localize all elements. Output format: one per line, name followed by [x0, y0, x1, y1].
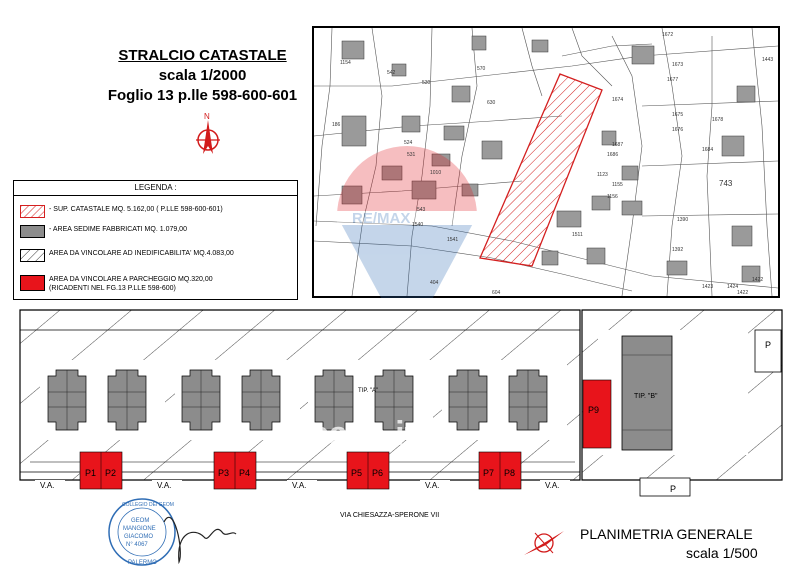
parking-box-top: [755, 330, 781, 372]
svg-text:1675: 1675: [672, 112, 684, 118]
gray-swatch: [20, 225, 45, 238]
svg-text:1673: 1673: [672, 62, 684, 68]
svg-text:1390: 1390: [677, 217, 689, 223]
svg-text:543: 543: [417, 207, 426, 213]
svg-text:1156: 1156: [607, 194, 618, 200]
footer-scale: scala 1/500: [686, 545, 758, 561]
svg-text:1687: 1687: [612, 142, 624, 148]
svg-text:N° 4067: N° 4067: [126, 542, 148, 548]
footer-title: PLANIMETRIA GENERALE: [580, 526, 753, 542]
svg-text:1392: 1392: [672, 247, 684, 253]
svg-text:P8: P8: [504, 468, 516, 478]
title-line1: STRALCIO CATASTALE: [118, 47, 287, 64]
svg-text:1541: 1541: [447, 237, 459, 243]
svg-text:MANGIONE: MANGIONE: [123, 526, 156, 532]
svg-text:GEOM: GEOM: [131, 518, 150, 524]
legend-item-parcheggio: [20, 275, 213, 293]
svg-text:1422: 1422: [737, 290, 749, 296]
title-scale: scala 1/2000: [158, 67, 247, 84]
svg-text:V.A.: V.A.: [157, 481, 172, 490]
red-swatch: [20, 275, 45, 291]
svg-text:530: 530: [422, 80, 431, 86]
parking-box-bottom: [640, 478, 690, 496]
svg-text:V.A.: V.A.: [292, 481, 307, 490]
professional-stamp: [104, 492, 244, 572]
legend-box: [13, 180, 298, 300]
svg-text:P3: P3: [218, 468, 230, 478]
svg-text:V.A.: V.A.: [425, 481, 440, 490]
svg-text:1423: 1423: [702, 284, 714, 290]
red-hatch-swatch: [20, 205, 45, 218]
svg-text:1676: 1676: [672, 127, 684, 133]
svg-text:1511: 1511: [572, 232, 583, 238]
svg-text:PALERMO: PALERMO: [128, 560, 157, 566]
hatch-swatch: [20, 249, 45, 262]
svg-text:P9: P9: [588, 405, 600, 415]
svg-text:524: 524: [404, 140, 413, 146]
casa-watermark: casa.it: [310, 415, 416, 453]
svg-text:P6: P6: [372, 468, 384, 478]
svg-text:186: 186: [332, 122, 341, 128]
svg-text:1010: 1010: [430, 170, 442, 176]
svg-text:604: 604: [492, 290, 501, 296]
stamp-text-top: COLLEGIO DEI GEOM: [122, 502, 174, 508]
legend-text-parcheggio: AREA DA VINCOLARE A PARCHEGGIO MQ.320,00: [49, 276, 213, 283]
svg-text:P5: P5: [351, 468, 363, 478]
legend-text-inedificabile: AREA DA VINCOLARE AD INEDIFICABILITA' MQ.4.083,00: [49, 250, 234, 257]
svg-text:1123: 1123: [597, 172, 608, 178]
svg-text:1155: 1155: [612, 182, 623, 188]
legend-item-inedificabile: [20, 249, 234, 262]
legend-text-buildings: - AREA SEDIME FABBRICATI MQ. 1.079,00: [49, 226, 187, 233]
north-arrow-bottom-icon: [520, 527, 568, 559]
p-label-top: P: [765, 340, 772, 350]
svg-text:P1: P1: [85, 468, 97, 478]
svg-text:743: 743: [719, 179, 733, 188]
title-block: [95, 46, 310, 106]
cadastral-map: [312, 26, 780, 298]
legend-text-parcel: - SUP. CATASTALE MQ. 5.162,00 ( P.LLE 598-600-601): [49, 206, 223, 213]
svg-text:1154: 1154: [340, 60, 351, 66]
svg-text:1672: 1672: [662, 32, 674, 38]
svg-text:630: 630: [487, 100, 496, 106]
svg-text:1443: 1443: [762, 57, 774, 63]
street-label: VIA CHIESAZZA-SPERONE VII: [340, 512, 440, 519]
legend-text-parcheggio-note: (RICADENTI NEL FG.13 P.LLE 598-600): [49, 285, 176, 292]
svg-text:P2: P2: [105, 468, 117, 478]
svg-text:404: 404: [430, 280, 439, 286]
svg-text:1422: 1422: [752, 277, 764, 283]
svg-text:1677: 1677: [667, 77, 679, 83]
svg-text:1674: 1674: [612, 97, 624, 103]
svg-text:P4: P4: [239, 468, 251, 478]
svg-text:1684: 1684: [702, 147, 714, 153]
svg-text:570: 570: [477, 66, 486, 72]
legend-item-buildings: [20, 225, 187, 238]
title-foglio: Foglio 13 p.lle 598-600-601: [107, 87, 298, 104]
svg-text:1424: 1424: [727, 284, 739, 290]
svg-text:V.A.: V.A.: [545, 481, 560, 490]
svg-text:V.A.: V.A.: [40, 481, 55, 490]
p-label-bottom: P: [670, 484, 677, 494]
legend-heading: LEGENDA :: [14, 181, 297, 196]
svg-text:1678: 1678: [712, 117, 724, 123]
svg-text:542: 542: [387, 70, 396, 76]
svg-text:1686: 1686: [607, 152, 619, 158]
north-label: N: [204, 112, 210, 121]
building-b-label: TIP. "B": [634, 393, 658, 400]
svg-text:GIACOMO: GIACOMO: [124, 534, 154, 540]
legend-item-parcel: [20, 205, 223, 218]
remax-text: RE/MAX: [352, 210, 411, 227]
building-a-label: TIP. "A": [358, 388, 379, 394]
svg-text:531: 531: [407, 152, 416, 158]
north-arrow-icon: [190, 110, 226, 158]
site-plan: [0, 300, 800, 500]
svg-text:1540: 1540: [412, 222, 424, 228]
svg-text:P7: P7: [483, 468, 495, 478]
